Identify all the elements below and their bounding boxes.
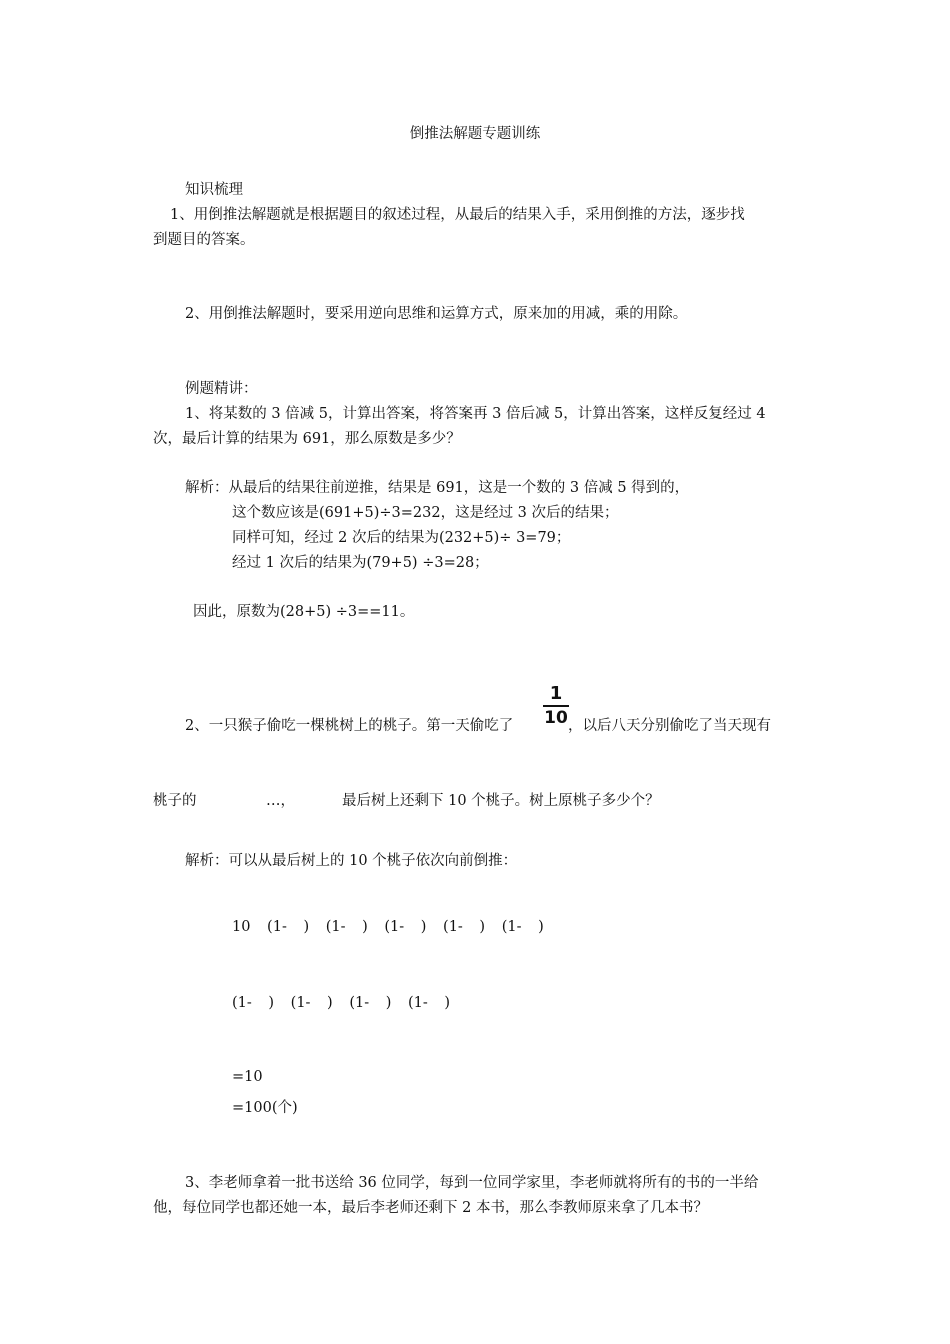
example-2-calc-line-1: 10 (1- ) (1- ) (1- ) (1- ) (1- ) [232,919,544,935]
example-2-line-2-part-a: 桃子的 [153,793,197,809]
example-3-line-1: 3、李老师拿着一批书送给 36 位同学，每到一位同学家里，李老师就将所有的书的一半给 [185,1175,759,1191]
fraction-bar [543,705,569,707]
knowledge-point-2: 2、用倒推法解题时，要采用逆向思维和运算方式，原来加的用减，乘的用除。 [185,306,688,322]
fraction-one-tenth [541,684,571,728]
example-1-line-1: 1、将某数的 3 倍减 5，计算出答案，将答案再 3 倍后减 5，计算出答案，这样反复经过 4 [185,406,766,422]
knowledge-point-1-line-1: 1、用倒推法解题就是根据题目的叙述过程，从最后的结果入手，采用倒推的方法，逐步找 [170,207,745,223]
example-1-conclusion: 因此，原数为(28+5) ÷3==11。 [193,604,415,620]
knowledge-point-1-line-2: 到题目的答案。 [153,232,255,248]
example-1-solution-line-3: 同样可知，经过 2 次后的结果为(232+5)÷ 3=79； [232,530,571,546]
example-2-calc-line-3: =10 [232,1069,263,1085]
fraction-numerator: 1 [549,683,563,704]
example-1-solution-line-4: 经过 1 次后的结果为(79+5) ÷3=28； [232,555,489,571]
example-1-solution-line-1: 解析：从最后的结果往前逆推，结果是 691，这是一个数的 3 倍减 5 得到的， [185,480,690,496]
example-2-answer: =100(个) [232,1100,298,1116]
example-2-line-1-part-b: ，以后八天分别偷吃了当天现有 [568,718,771,734]
example-2-line-2-part-b: …， [266,793,295,809]
example-2-line-2-part-c: 最后树上还剩下 10 个桃子。树上原桃子多少个？ [342,793,660,809]
page-title: 倒推法解题专题训练 [409,126,541,142]
example-2-solution: 解析：可以从最后树上的 10 个桃子依次向前倒推： [185,853,518,869]
example-1-solution-line-2: 这个数应该是(691+5)÷3=232，这是经过 3 次后的结果； [232,505,619,521]
knowledge-heading: 知识梳理 [185,182,243,198]
example-2-line-1-part-a: 2、一只猴子偷吃一棵桃树上的桃子。第一天偷吃了 [185,718,514,734]
example-1-line-2: 次，最后计算的结果为 691，那么原数是多少？ [153,431,461,447]
fraction-denominator: 10 [544,708,568,728]
example-2-calc-line-2: (1- ) (1- ) (1- ) (1- ) [232,995,451,1011]
examples-heading: 例题精讲： [185,381,258,397]
example-3-line-2: 他，每位同学也都还她一本，最后李老师还剩下 2 本书，那么李教师原来拿了几本书？ [153,1200,708,1216]
